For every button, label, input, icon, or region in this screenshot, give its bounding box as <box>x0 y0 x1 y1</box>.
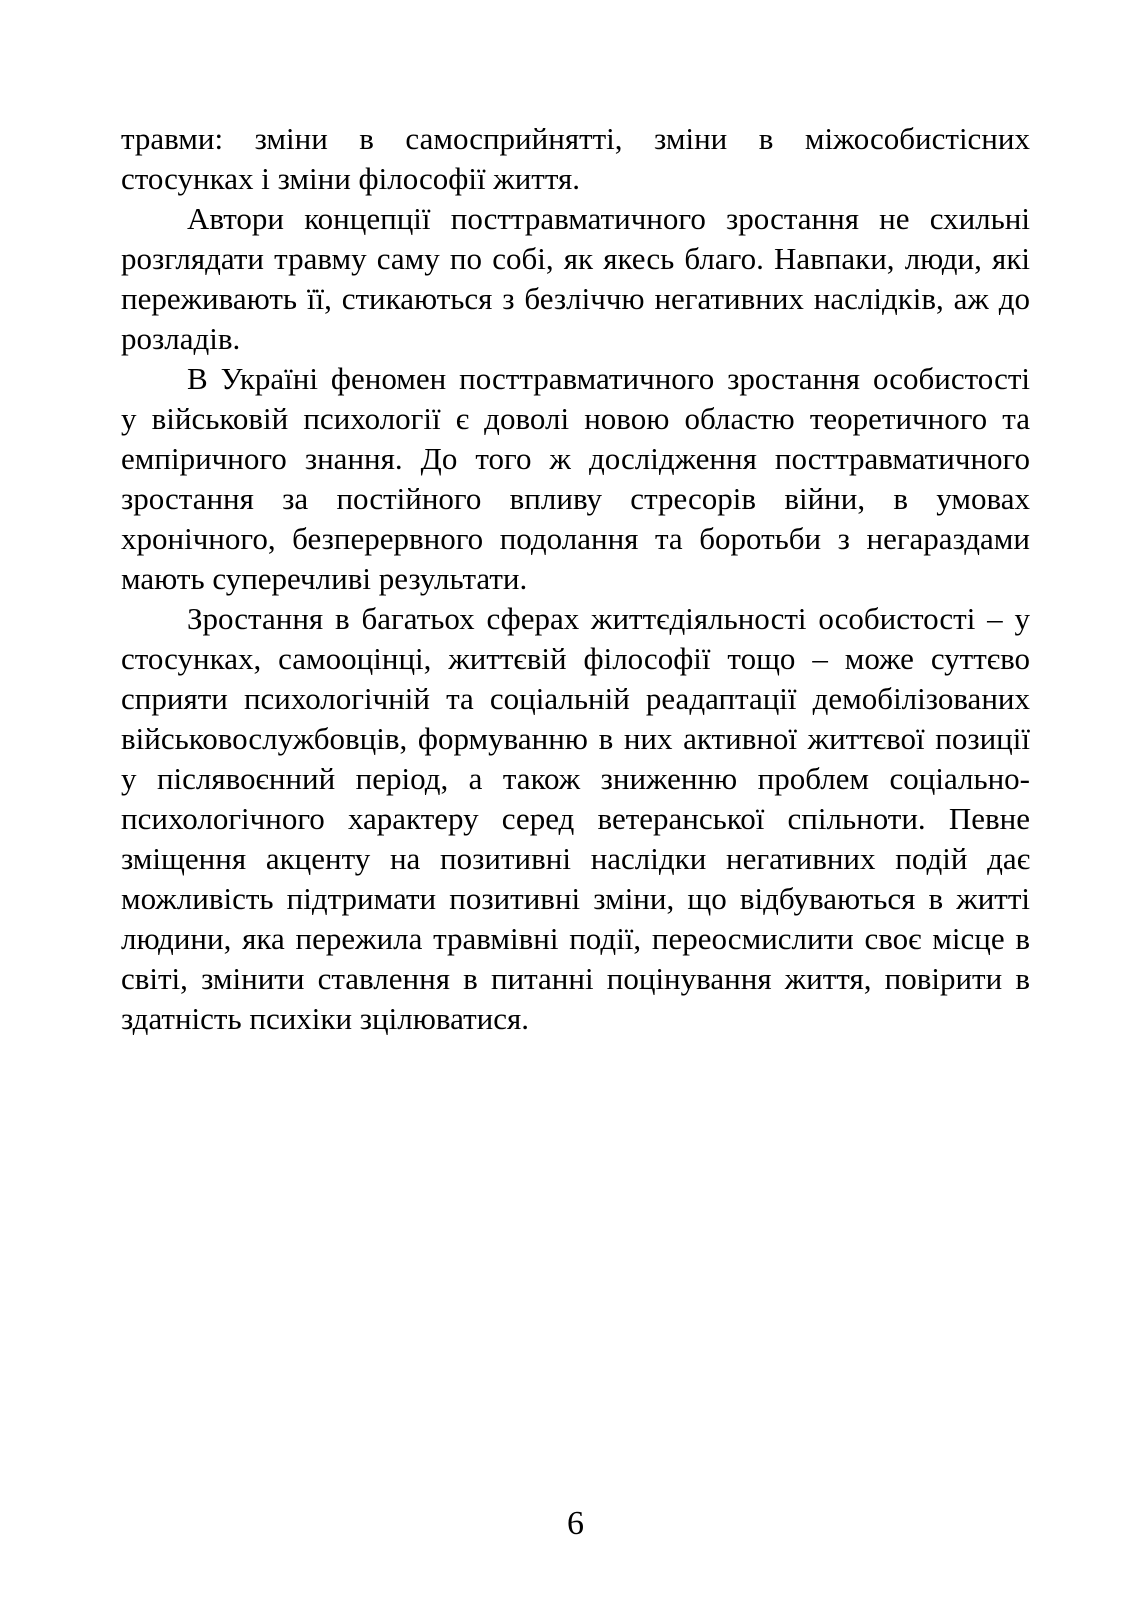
text-line: психологічного характеру серед ветеранської спільноти. Певне <box>121 801 1030 836</box>
text-line: Зростання в багатьох сферах життєдіяльності особистості – у <box>187 601 1030 636</box>
text-line: зростання за постійного впливу стресорів війни, в умовах <box>121 481 1030 516</box>
paragraph-4 <box>121 599 1030 1039</box>
text-line: переживають її, стикаються з безліччю негативних наслідків, аж до <box>121 281 1030 316</box>
text-line: здатність психіки зцілюватися. <box>121 1001 529 1036</box>
text-line: світі, змінити ставлення в питанні поцінування життя, повірити в <box>121 961 1030 996</box>
text-line: військовослужбовців, формуванню в них активної життєвої позиції <box>121 721 1030 756</box>
text-line: В Україні феномен посттравматичного зростання особистості <box>187 361 1030 396</box>
text-line: Автори концепції посттравматичного зростання не схильні <box>187 201 1030 236</box>
text-line: розладів. <box>121 321 241 356</box>
text-line: можливість підтримати позитивні зміни, що відбуваються в житті <box>121 881 1030 916</box>
text-line: розглядати травму саму по собі, як якесь благо. Навпаки, люди, які <box>121 241 1030 276</box>
text-line: сприяти психологічній та соціальній реадаптації демобілізованих <box>121 681 1030 716</box>
text-line: стосунках і зміни філософії життя. <box>121 161 581 196</box>
paragraph-1 <box>121 119 1030 199</box>
text-line: людини, яка пережила травмівні події, переосмислити своє місце в <box>121 921 1030 956</box>
text-line: емпіричного знання. До того ж дослідження посттравматичного <box>121 441 1030 476</box>
text-line: хронічного, безперервного подолання та боротьби з негараздами <box>121 521 1030 556</box>
page-number: 6 <box>567 1505 584 1542</box>
paragraph-2 <box>121 199 1030 359</box>
text-line: зміщення акценту на позитивні наслідки негативних подій дає <box>121 841 1030 876</box>
text-line: у післявоєнний період, а також зниженню проблем соціально- <box>121 761 1030 796</box>
text-line: у військовій психології є доволі новою областю теоретичного та <box>121 401 1030 436</box>
paragraph-3 <box>121 359 1030 599</box>
text-line: стосунках, самооцінці, життєвій філософії тощо – може суттєво <box>121 641 1030 676</box>
text-line: травми: зміни в самосприйнятті, зміни в міжособистісних <box>121 121 1030 156</box>
text-line: мають суперечливі результати. <box>121 561 528 596</box>
page-text-body <box>121 119 1030 1039</box>
